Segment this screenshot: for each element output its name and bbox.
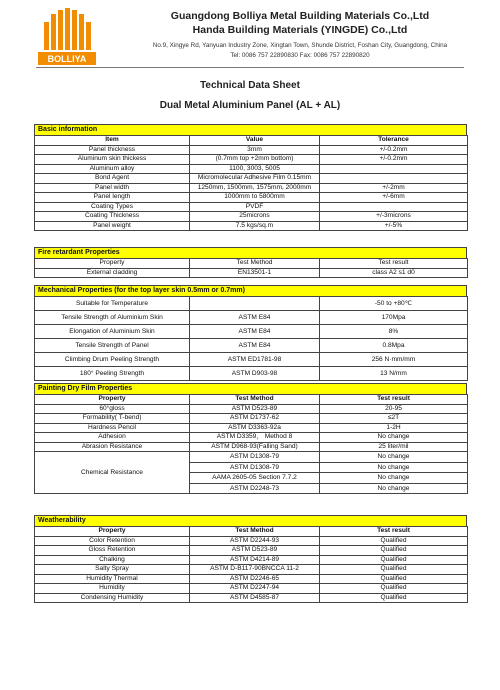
table-cell: 25microns — [190, 212, 320, 222]
table-cell: 3mm — [190, 145, 320, 155]
company-address: No.9, Xingye Rd, Yanyuan Industry Zone, Xingtan Town, Shunde District, Foshan City, Guangdong, China — [152, 42, 448, 49]
table-cell: (0.7mm top +2mm bottom) — [190, 155, 320, 165]
table-row — [35, 404, 468, 414]
table-cell: Qualified — [320, 565, 468, 575]
table-row — [35, 145, 468, 155]
table-cell: 1-2H — [320, 423, 468, 433]
table-cell: +/-5% — [320, 221, 468, 231]
painting-dry-film-table — [34, 394, 468, 494]
table-row — [35, 164, 468, 174]
table-row — [35, 452, 468, 463]
column-header: Value — [190, 136, 320, 146]
table-cell: Hardness Pencil — [35, 423, 190, 433]
table-cell: No change — [320, 452, 468, 463]
table-cell: ASTM E84 — [190, 325, 320, 339]
document-title: Technical Data Sheet — [200, 80, 300, 91]
table-header-row — [35, 136, 468, 146]
fire-retardant-table — [34, 258, 468, 278]
table-cell: ASTM D1308-79 — [190, 462, 320, 473]
table-cell: Humidity Thermal — [35, 574, 190, 584]
table-cell: Panel weight — [35, 221, 190, 231]
weatherability-table — [34, 526, 468, 603]
section-title-mechanical: Mechanical Properties (for the top layer skin 0.5mm or 0.7mm) — [34, 285, 467, 296]
table-row — [35, 574, 468, 584]
letterhead — [0, 0, 500, 72]
table-cell: PVDF — [190, 202, 320, 212]
table-row — [35, 433, 468, 443]
table-cell: 180° Peeling Strength — [35, 367, 190, 381]
table-cell: ASTM D4585-87 — [190, 593, 320, 603]
table-cell: ASTM ED1781-98 — [190, 353, 320, 367]
table-cell: ≤2T — [320, 414, 468, 424]
table-cell: Salty Spray — [35, 565, 190, 575]
column-header: Property — [35, 527, 190, 537]
bolliya-logo — [36, 8, 98, 66]
table-cell: ASTM D523-89 — [190, 404, 320, 414]
table-row — [35, 546, 468, 556]
company-name-1: Guangdong Bolliya Metal Building Materials Co.,Ltd — [170, 10, 430, 22]
table-cell: 1250mm, 1500mm, 1575mm, 2000mm — [190, 183, 320, 193]
column-header: Test Method — [190, 395, 320, 405]
table-cell: Panel width — [35, 183, 190, 193]
fire-retardant-section — [34, 247, 467, 278]
table-row — [35, 339, 468, 353]
table-cell: ASTM E84 — [190, 339, 320, 353]
table-row — [35, 325, 468, 339]
table-cell: -50 to +80℃ — [320, 297, 468, 311]
table-cell: Condensing Humidity — [35, 593, 190, 603]
table-cell: External cladding — [35, 268, 190, 278]
table-row — [35, 555, 468, 565]
table-cell: 0.8Mpa — [320, 339, 468, 353]
table-cell: ASTM D-B117-90BNCCA 11-2 — [190, 565, 320, 575]
table-cell: Qualified — [320, 593, 468, 603]
table-row — [35, 202, 468, 212]
column-header: Property — [35, 395, 190, 405]
table-row — [35, 174, 468, 184]
section-title-painting: Painting Dry Film Properties — [34, 383, 467, 394]
column-header: Tolerance — [320, 136, 468, 146]
table-cell: Tensile Strength of Aluminium Skin — [35, 311, 190, 325]
table-cell: 7.5 kgs/sq.m — [190, 221, 320, 231]
table-cell: +/-0.2mm — [320, 145, 468, 155]
svg-text:BOLLIYA: BOLLIYA — [47, 54, 87, 64]
table-row — [35, 565, 468, 575]
table-cell: +/-0.2mm — [320, 155, 468, 165]
table-cell: ASTM D1737-62 — [190, 414, 320, 424]
table-cell: Qualified — [320, 546, 468, 556]
table-row — [35, 593, 468, 603]
table-cell: Coating Types — [35, 202, 190, 212]
table-cell: 25 liter/mil — [320, 442, 468, 452]
table-cell: ASTM D903-98 — [190, 367, 320, 381]
table-cell: 1100, 3003, 5005 — [190, 164, 320, 174]
table-cell: ASTM D4214-89 — [190, 555, 320, 565]
table-row — [35, 584, 468, 594]
table-row — [35, 212, 468, 222]
table-cell: 13 N/mm — [320, 367, 468, 381]
table-header-row — [35, 259, 468, 269]
table-cell: EN13501-1 — [190, 268, 320, 278]
table-header-row — [35, 527, 468, 537]
table-cell: class A2 s1 d0 — [320, 268, 468, 278]
table-cell: ASTM D3363-92a — [190, 423, 320, 433]
table-cell: ASTM D968-93(Falling Sand) — [190, 442, 320, 452]
table-row — [35, 423, 468, 433]
table-cell: Elongation of Aluminium Skin — [35, 325, 190, 339]
table-cell: 60°gloss — [35, 404, 190, 414]
company-contact: Tel: 0086 757 22890830 Fax: 0086 757 22890820 — [230, 52, 370, 59]
table-cell: Qualified — [320, 555, 468, 565]
table-cell: Qualified — [320, 584, 468, 594]
column-header: Test Method — [190, 259, 320, 269]
table-cell — [320, 164, 468, 174]
table-row — [35, 297, 468, 311]
table-cell: 20-95 — [320, 404, 468, 414]
table-cell: Gloss Retention — [35, 546, 190, 556]
table-cell — [320, 174, 468, 184]
table-cell: Color Retention — [35, 536, 190, 546]
table-cell: ASTM D2246-65 — [190, 574, 320, 584]
table-cell: No change — [320, 433, 468, 443]
table-cell: +/-3microns — [320, 212, 468, 222]
company-name-2: Handa Building Materials (YINGDE) Co.,Ltd — [192, 24, 408, 36]
table-cell: Climbing Drum Peeling Strength — [35, 353, 190, 367]
section-title-basic: Basic information — [34, 124, 467, 135]
column-header: Item — [35, 136, 190, 146]
table-row — [35, 367, 468, 381]
table-row — [35, 311, 468, 325]
table-cell: No change — [320, 462, 468, 473]
table-cell: ASTM D2247-94 — [190, 584, 320, 594]
basic-information-section — [34, 124, 467, 231]
table-row — [35, 155, 468, 165]
weatherability-section — [34, 515, 467, 603]
table-cell: Formability( T-bend) — [35, 414, 190, 424]
mechanical-properties-table — [34, 296, 468, 381]
table-cell: Aluminum skin thickess — [35, 155, 190, 165]
table-cell: Micromolecular Adhesive Film 0.15mm — [190, 174, 320, 184]
table-cell: Panel length — [35, 193, 190, 203]
document-subtitle: Dual Metal Aluminium Panel (AL + AL) — [159, 100, 341, 111]
table-row — [35, 414, 468, 424]
table-cell: Aluminum alloy — [35, 164, 190, 174]
painting-dry-film-section — [34, 383, 467, 494]
table-cell: +/-6mm — [320, 193, 468, 203]
table-cell: 8% — [320, 325, 468, 339]
column-header: Test result — [320, 527, 468, 537]
table-cell: Qualified — [320, 536, 468, 546]
section-title-fire: Fire retardant Properties — [34, 247, 467, 258]
table-cell: +/-2mm — [320, 183, 468, 193]
table-cell: Bond Agent — [35, 174, 190, 184]
table-cell: ASTM D2244-93 — [190, 536, 320, 546]
table-cell — [320, 202, 468, 212]
column-header: Test Method — [190, 527, 320, 537]
header-divider — [36, 67, 464, 68]
table-cell: ASTM D1308-79 — [190, 452, 320, 463]
column-header: Test result — [320, 395, 468, 405]
table-cell: Panel thickness — [35, 145, 190, 155]
table-cell: ASTM D523-89 — [190, 546, 320, 556]
table-cell: Qualified — [320, 574, 468, 584]
table-row — [35, 442, 468, 452]
table-cell: No change — [320, 483, 468, 494]
table-header-row — [35, 395, 468, 405]
table-cell: Adhesion — [35, 433, 190, 443]
table-cell: Abrasion Resistance — [35, 442, 190, 452]
table-cell: 170Mpa — [320, 311, 468, 325]
section-title-weatherability: Weatherability — [34, 515, 467, 526]
chemical-resistance-label: Chemical Resistance — [35, 452, 190, 494]
table-cell: Tensile Strength of Panel — [35, 339, 190, 353]
mechanical-properties-section — [34, 285, 467, 381]
table-cell: Humidity — [35, 584, 190, 594]
table-cell: ASTM E84 — [190, 311, 320, 325]
table-cell: Chalking — [35, 555, 190, 565]
table-cell: 1000mm to 5800mm — [190, 193, 320, 203]
table-cell — [190, 297, 320, 311]
table-row — [35, 536, 468, 546]
table-cell: 256 N·mm/mm — [320, 353, 468, 367]
column-header: Test result — [320, 259, 468, 269]
table-cell: ASTM D2248-73 — [190, 483, 320, 494]
table-cell: No change — [320, 473, 468, 484]
table-row — [35, 268, 468, 278]
basic-information-table — [34, 135, 468, 231]
table-cell: Suitable for Temperature — [35, 297, 190, 311]
table-cell: Coating Thickness — [35, 212, 190, 222]
table-cell: ASTM D3359， Method 8 — [190, 433, 320, 443]
table-row — [35, 353, 468, 367]
table-cell: AAMA 2605-05 Section 7.7.2 — [190, 473, 320, 484]
table-row — [35, 221, 468, 231]
column-header: Property — [35, 259, 190, 269]
table-row — [35, 183, 468, 193]
table-row — [35, 193, 468, 203]
